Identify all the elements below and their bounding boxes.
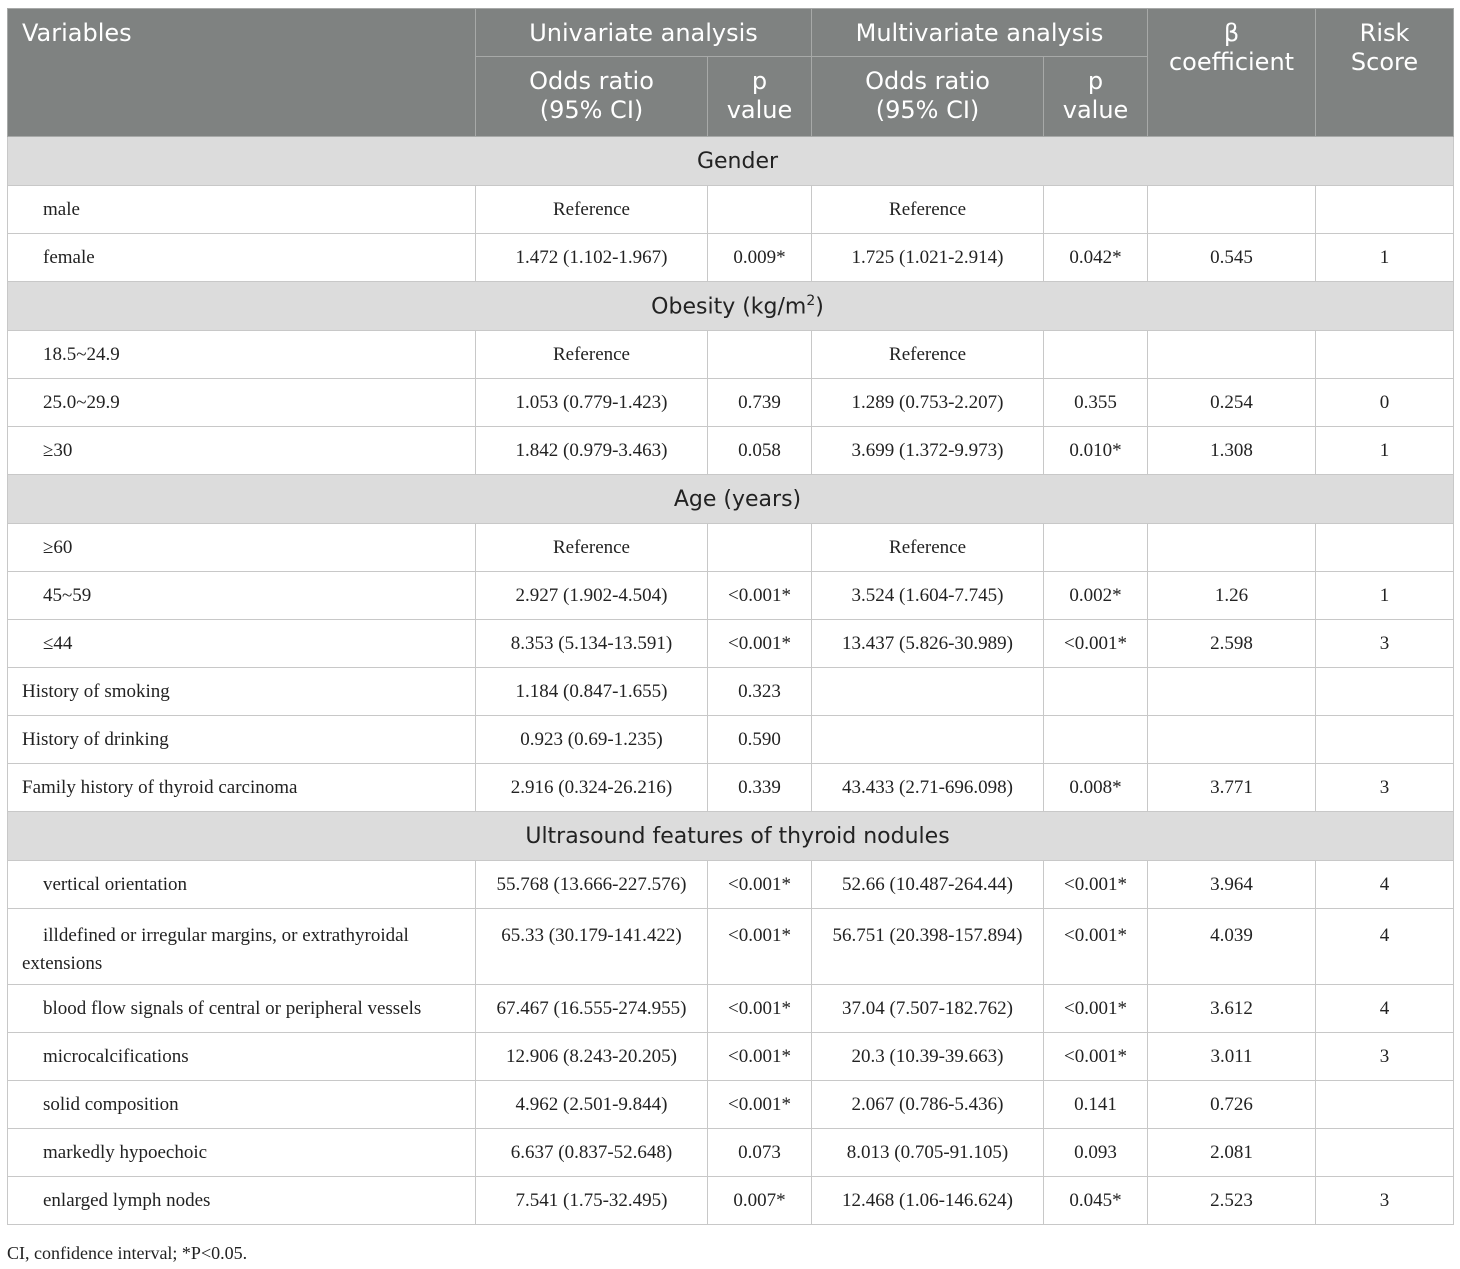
multivariate-odds-ratio: 3.699 (1.372-9.973) — [812, 427, 1044, 475]
univariate-odds-ratio: 4.962 (2.501-9.844) — [476, 1081, 708, 1129]
univariate-odds-ratio: 2.927 (1.902-4.504) — [476, 572, 708, 620]
multivariate-odds-ratio: 12.468 (1.06-146.624) — [812, 1177, 1044, 1225]
row-label: 18.5~24.9 — [8, 331, 476, 379]
header-univariate: Univariate analysis — [476, 9, 812, 57]
row-label: History of drinking — [8, 716, 476, 764]
multivariate-p-value: 0.008* — [1044, 764, 1148, 812]
multivariate-odds-ratio: 2.067 (0.786-5.436) — [812, 1081, 1044, 1129]
header-uni-or: Odds ratio (95% CI) — [476, 57, 708, 137]
univariate-p-value: 0.058 — [708, 427, 812, 475]
table-footnote: CI, confidence interval; *P<0.05. — [7, 1243, 248, 1263]
multivariate-odds-ratio: 56.751 (20.398-157.894) — [812, 909, 1044, 985]
beta-coefficient: 0.545 — [1148, 234, 1316, 282]
table-row — [8, 764, 1454, 812]
multivariate-p-value: <0.001* — [1044, 861, 1148, 909]
multivariate-odds-ratio: Reference — [812, 186, 1044, 234]
risk-score: 3 — [1316, 1033, 1454, 1081]
univariate-odds-ratio: 6.637 (0.837-52.648) — [476, 1129, 708, 1177]
univariate-p-value: 0.339 — [708, 764, 812, 812]
multivariate-odds-ratio: 13.437 (5.826-30.989) — [812, 620, 1044, 668]
risk-score: 1 — [1316, 572, 1454, 620]
beta-coefficient: 3.771 — [1148, 764, 1316, 812]
table-row — [8, 620, 1454, 668]
univariate-odds-ratio: 67.467 (16.555-274.955) — [476, 985, 708, 1033]
header-variables: Variables — [8, 9, 476, 137]
univariate-odds-ratio: Reference — [476, 186, 708, 234]
header-risk-score: Risk Score — [1316, 9, 1454, 137]
multivariate-p-value — [1044, 186, 1148, 234]
beta-coefficient — [1148, 668, 1316, 716]
univariate-p-value: 0.590 — [708, 716, 812, 764]
univariate-odds-ratio: Reference — [476, 331, 708, 379]
risk-score: 3 — [1316, 764, 1454, 812]
row-label: 25.0~29.9 — [8, 379, 476, 427]
row-label: ≤44 — [8, 620, 476, 668]
univariate-p-value: 0.007* — [708, 1177, 812, 1225]
beta-coefficient: 4.039 — [1148, 909, 1316, 985]
multivariate-odds-ratio: Reference — [812, 524, 1044, 572]
multivariate-odds-ratio: 3.524 (1.604-7.745) — [812, 572, 1044, 620]
risk-score: 1 — [1316, 427, 1454, 475]
header-multivariate: Multivariate analysis — [812, 9, 1148, 57]
univariate-p-value: 0.739 — [708, 379, 812, 427]
row-label: blood flow signals of central or peripheral vessels — [8, 985, 476, 1033]
multivariate-p-value: <0.001* — [1044, 985, 1148, 1033]
section-title: Ultrasound features of thyroid nodules — [8, 812, 1454, 861]
univariate-odds-ratio: 8.353 (5.134-13.591) — [476, 620, 708, 668]
univariate-odds-ratio: 1.842 (0.979-3.463) — [476, 427, 708, 475]
risk-score — [1316, 1129, 1454, 1177]
beta-coefficient: 0.726 — [1148, 1081, 1316, 1129]
risk-score: 4 — [1316, 909, 1454, 985]
multivariate-p-value — [1044, 524, 1148, 572]
table-row — [8, 861, 1454, 909]
beta-coefficient — [1148, 331, 1316, 379]
multivariate-p-value: <0.001* — [1044, 1033, 1148, 1081]
univariate-p-value — [708, 331, 812, 379]
risk-score: 0 — [1316, 379, 1454, 427]
multivariate-p-value: <0.001* — [1044, 909, 1148, 985]
section-title: Age (years) — [8, 475, 1454, 524]
row-label: enlarged lymph nodes — [8, 1177, 476, 1225]
header-multi-p: p value — [1044, 57, 1148, 137]
multivariate-odds-ratio: Reference — [812, 331, 1044, 379]
header-multi-or: Odds ratio (95% CI) — [812, 57, 1044, 137]
table-row — [8, 427, 1454, 475]
section-obesity — [8, 282, 1454, 331]
multivariate-odds-ratio: 52.66 (10.487-264.44) — [812, 861, 1044, 909]
risk-score — [1316, 524, 1454, 572]
section-gender — [8, 137, 1454, 186]
univariate-odds-ratio: 0.923 (0.69-1.235) — [476, 716, 708, 764]
multivariate-p-value — [1044, 716, 1148, 764]
beta-coefficient: 3.011 — [1148, 1033, 1316, 1081]
table-row — [8, 1033, 1454, 1081]
risk-score: 1 — [1316, 234, 1454, 282]
row-label: Family history of thyroid carcinoma — [8, 764, 476, 812]
beta-coefficient: 1.308 — [1148, 427, 1316, 475]
univariate-odds-ratio: 1.053 (0.779-1.423) — [476, 379, 708, 427]
univariate-odds-ratio: 65.33 (30.179-141.422) — [476, 909, 708, 985]
row-label: History of smoking — [8, 668, 476, 716]
table-row — [8, 985, 1454, 1033]
table-row — [8, 331, 1454, 379]
beta-coefficient: 2.598 — [1148, 620, 1316, 668]
table-row — [8, 234, 1454, 282]
univariate-p-value: <0.001* — [708, 985, 812, 1033]
beta-coefficient: 3.964 — [1148, 861, 1316, 909]
header-uni-p: p value — [708, 57, 812, 137]
row-label: markedly hypoechoic — [8, 1129, 476, 1177]
beta-coefficient — [1148, 524, 1316, 572]
multivariate-odds-ratio: 37.04 (7.507-182.762) — [812, 985, 1044, 1033]
table-row — [8, 186, 1454, 234]
multivariate-odds-ratio: 1.725 (1.021-2.914) — [812, 234, 1044, 282]
row-label: ≥60 — [8, 524, 476, 572]
beta-coefficient: 1.26 — [1148, 572, 1316, 620]
results-table-container — [7, 8, 1453, 1225]
beta-coefficient: 3.612 — [1148, 985, 1316, 1033]
beta-coefficient — [1148, 186, 1316, 234]
multivariate-odds-ratio: 43.433 (2.71-696.098) — [812, 764, 1044, 812]
section-title: Gender — [8, 137, 1454, 186]
section-title: Obesity $(kg/m^2)$ — [8, 282, 1454, 331]
table-row — [8, 668, 1454, 716]
multivariate-odds-ratio: 1.289 (0.753-2.207) — [812, 379, 1044, 427]
row-label: female — [8, 234, 476, 282]
univariate-p-value — [708, 186, 812, 234]
row-label: solid composition — [8, 1081, 476, 1129]
multivariate-p-value: 0.010* — [1044, 427, 1148, 475]
univariate-p-value: <0.001* — [708, 1081, 812, 1129]
univariate-odds-ratio: 55.768 (13.666-227.576) — [476, 861, 708, 909]
row-label: illdefined or irregular margins, or extrathyroidal extensions — [8, 909, 476, 985]
multivariate-odds-ratio: 20.3 (10.39-39.663) — [812, 1033, 1044, 1081]
univariate-odds-ratio: 1.184 (0.847-1.655) — [476, 668, 708, 716]
risk-score — [1316, 668, 1454, 716]
row-label: vertical orientation — [8, 861, 476, 909]
table-row — [8, 1129, 1454, 1177]
multivariate-odds-ratio — [812, 716, 1044, 764]
regression-table — [7, 8, 1454, 1225]
table-row — [8, 379, 1454, 427]
risk-score — [1316, 186, 1454, 234]
risk-score — [1316, 716, 1454, 764]
multivariate-p-value: 0.141 — [1044, 1081, 1148, 1129]
row-label: 45~59 — [8, 572, 476, 620]
risk-score — [1316, 1081, 1454, 1129]
multivariate-odds-ratio: 8.013 (0.705-91.105) — [812, 1129, 1044, 1177]
multivariate-p-value: 0.093 — [1044, 1129, 1148, 1177]
multivariate-p-value — [1044, 668, 1148, 716]
univariate-odds-ratio: 7.541 (1.75-32.495) — [476, 1177, 708, 1225]
table-row — [8, 716, 1454, 764]
beta-coefficient: 2.081 — [1148, 1129, 1316, 1177]
univariate-p-value: 0.009* — [708, 234, 812, 282]
univariate-p-value: <0.001* — [708, 620, 812, 668]
univariate-odds-ratio: 12.906 (8.243-20.205) — [476, 1033, 708, 1081]
univariate-p-value — [708, 524, 812, 572]
beta-coefficient: 0.254 — [1148, 379, 1316, 427]
row-label: ≥30 — [8, 427, 476, 475]
row-label: microcalcifications — [8, 1033, 476, 1081]
risk-score: 3 — [1316, 620, 1454, 668]
table-row — [8, 524, 1454, 572]
table-row — [8, 1177, 1454, 1225]
beta-coefficient: 2.523 — [1148, 1177, 1316, 1225]
multivariate-p-value: 0.042* — [1044, 234, 1148, 282]
table-row — [8, 909, 1454, 985]
univariate-p-value: 0.073 — [708, 1129, 812, 1177]
multivariate-p-value: <0.001* — [1044, 620, 1148, 668]
beta-coefficient — [1148, 716, 1316, 764]
table-row — [8, 572, 1454, 620]
risk-score: 4 — [1316, 861, 1454, 909]
univariate-odds-ratio: 1.472 (1.102-1.967) — [476, 234, 708, 282]
multivariate-p-value: 0.045* — [1044, 1177, 1148, 1225]
table-row — [8, 1081, 1454, 1129]
univariate-p-value: <0.001* — [708, 572, 812, 620]
risk-score: 3 — [1316, 1177, 1454, 1225]
row-label: male — [8, 186, 476, 234]
section-age — [8, 475, 1454, 524]
univariate-p-value: 0.323 — [708, 668, 812, 716]
univariate-odds-ratio: Reference — [476, 524, 708, 572]
multivariate-p-value — [1044, 331, 1148, 379]
risk-score — [1316, 331, 1454, 379]
multivariate-p-value: 0.355 — [1044, 379, 1148, 427]
univariate-p-value: <0.001* — [708, 909, 812, 985]
multivariate-odds-ratio — [812, 668, 1044, 716]
header-beta: β coefficient — [1148, 9, 1316, 137]
multivariate-p-value: 0.002* — [1044, 572, 1148, 620]
univariate-p-value: <0.001* — [708, 1033, 812, 1081]
univariate-p-value: <0.001* — [708, 861, 812, 909]
section-ultrasound — [8, 812, 1454, 861]
univariate-odds-ratio: 2.916 (0.324-26.216) — [476, 764, 708, 812]
risk-score: 4 — [1316, 985, 1454, 1033]
